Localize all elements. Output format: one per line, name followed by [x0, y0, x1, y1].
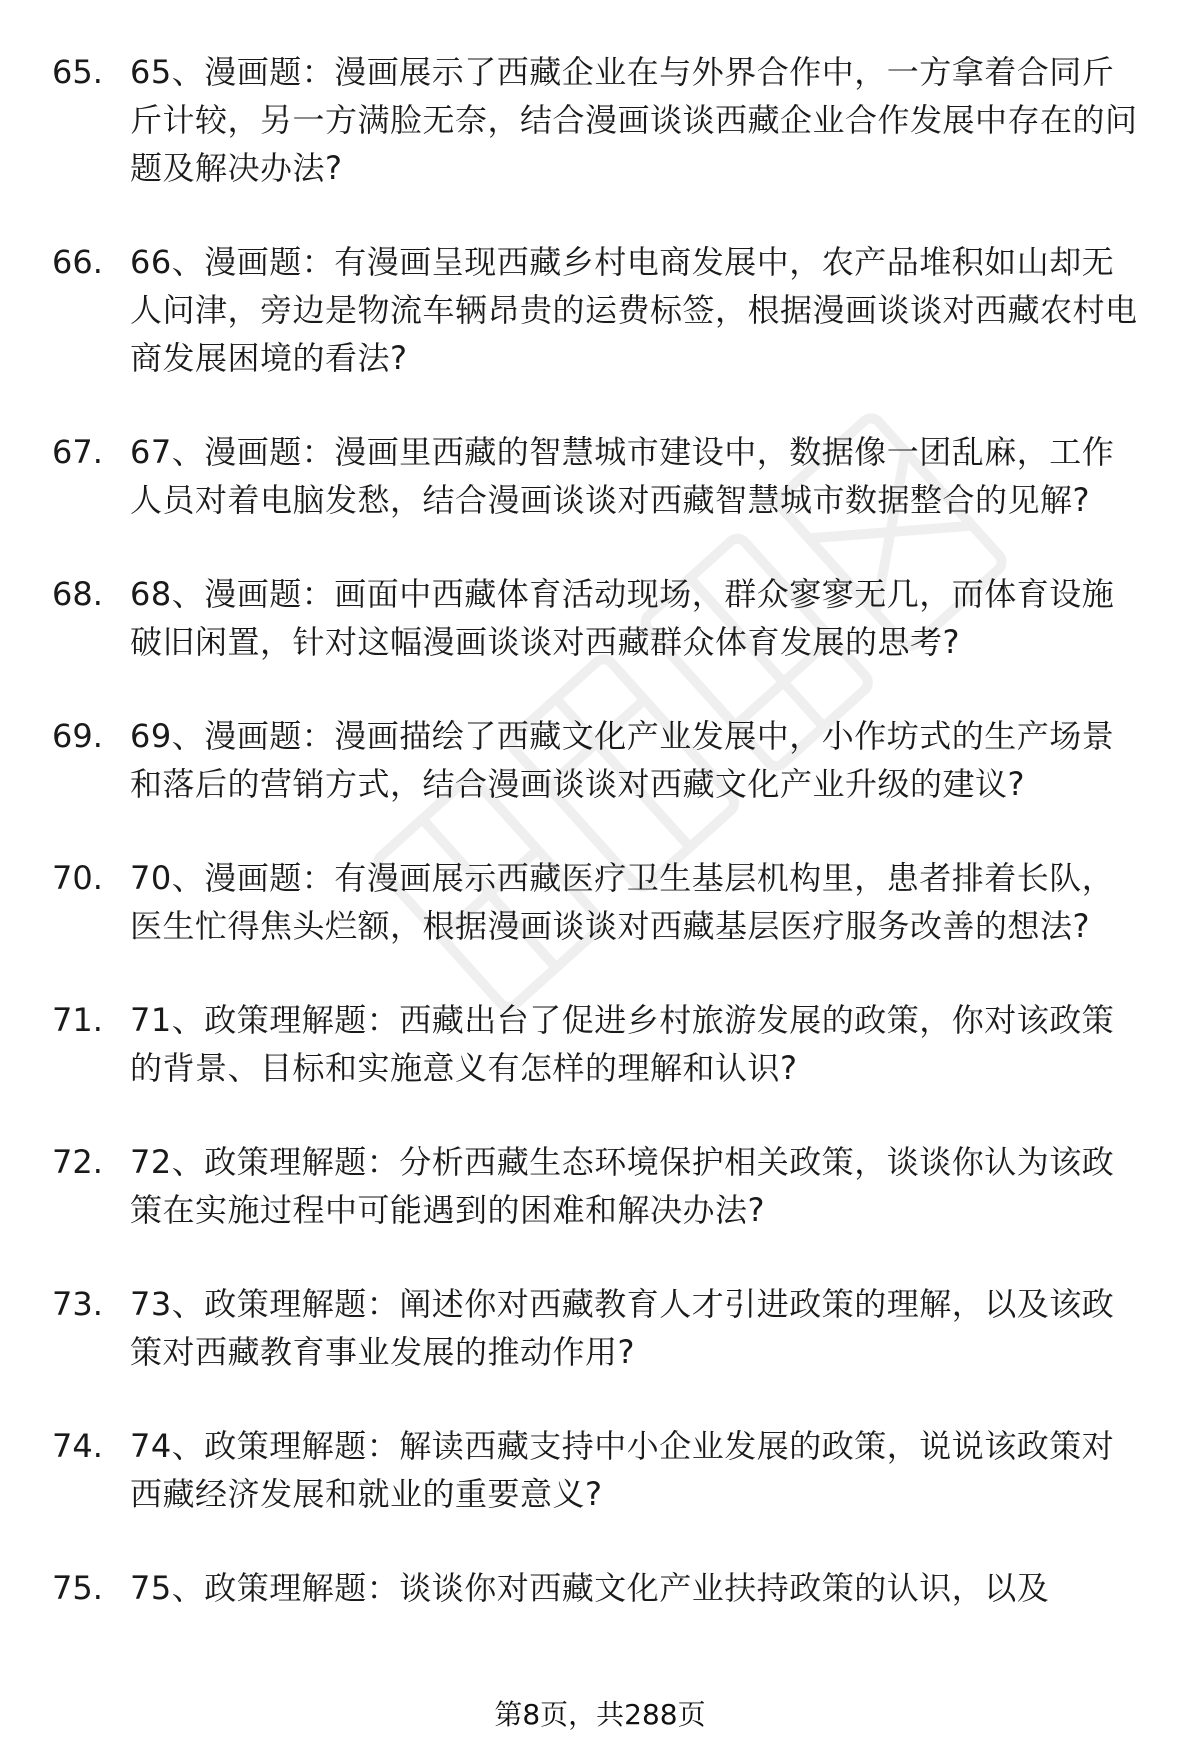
list-item [52, 854, 1140, 950]
list-item [52, 238, 1140, 382]
list-item [52, 570, 1140, 666]
item-text: 71、政策理解题：西藏出台了促进乡村旅游发展的政策，你对该政策的背景、目标和实施意义有怎样的理解和认识? [130, 1001, 1115, 1087]
item-text: 73、政策理解题：阐述你对西藏教育人才引进政策的理解，以及该政策对西藏教育事业发展的推动作用? [130, 1285, 1115, 1371]
item-number: 72. [52, 1143, 103, 1181]
item-text: 68、漫画题：画面中西藏体育活动现场，群众寥寥无几，而体育设施破旧闲置，针对这幅漫画谈谈对西藏群众体育发展的思考? [130, 575, 1115, 661]
item-text: 69、漫画题：漫画描绘了西藏文化产业发展中，小作坊式的生产场景和落后的营销方式，结合漫画谈谈对西藏文化产业升级的建议? [130, 717, 1115, 803]
item-number: 74. [52, 1427, 103, 1465]
page-footer: 第8页，共288页 [494, 1698, 706, 1731]
item-text: 75、政策理解题：谈谈你对西藏文化产业扶持政策的认识，以及 [130, 1569, 1050, 1607]
item-number: 71. [52, 1001, 103, 1039]
item-text: 70、漫画题：有漫画展示西藏医疗卫生基层机构里，患者排着长队，医生忙得焦头烂额，根据漫画谈谈对西藏基层医疗服务改善的想法? [130, 859, 1115, 945]
item-text: 72、政策理解题：分析西藏生态环境保护相关政策，谈谈你认为该政策在实施过程中可能遇到的困难和解决办法? [130, 1143, 1115, 1229]
list-item [52, 1422, 1140, 1518]
list-item [52, 1138, 1140, 1234]
item-number: 75. [52, 1569, 103, 1607]
list-item [52, 428, 1140, 524]
list-item [52, 1280, 1140, 1376]
item-number: 69. [52, 717, 103, 755]
list-item [52, 712, 1140, 808]
item-number: 70. [52, 859, 103, 897]
item-text: 65、漫画题：漫画展示了西藏企业在与外界合作中，一方拿着合同斤斤计较，另一方满脸无奈，结合漫画谈谈西藏企业合作发展中存在的问题及解决办法? [130, 53, 1138, 187]
item-number: 73. [52, 1285, 103, 1323]
list-item [52, 1564, 1140, 1612]
item-text: 67、漫画题：漫画里西藏的智慧城市建设中，数据像一团乱麻，工作人员对着电脑发愁，结合漫画谈谈对西藏智慧城市数据整合的见解? [130, 433, 1115, 519]
item-number: 67. [52, 433, 103, 471]
item-text: 66、漫画题：有漫画呈现西藏乡村电商发展中，农产品堆积如山却无人问津，旁边是物流车辆昂贵的运费标签，根据漫画谈谈对西藏农村电商发展困境的看法? [130, 243, 1138, 377]
list-item [52, 996, 1140, 1092]
item-number: 66. [52, 243, 103, 281]
list-item [52, 48, 1140, 192]
item-number: 68. [52, 575, 103, 613]
question-list [52, 48, 1140, 1612]
item-number: 65. [52, 53, 103, 91]
item-text: 74、政策理解题：解读西藏支持中小企业发展的政策，说说该政策对西藏经济发展和就业的重要意义? [130, 1427, 1115, 1513]
